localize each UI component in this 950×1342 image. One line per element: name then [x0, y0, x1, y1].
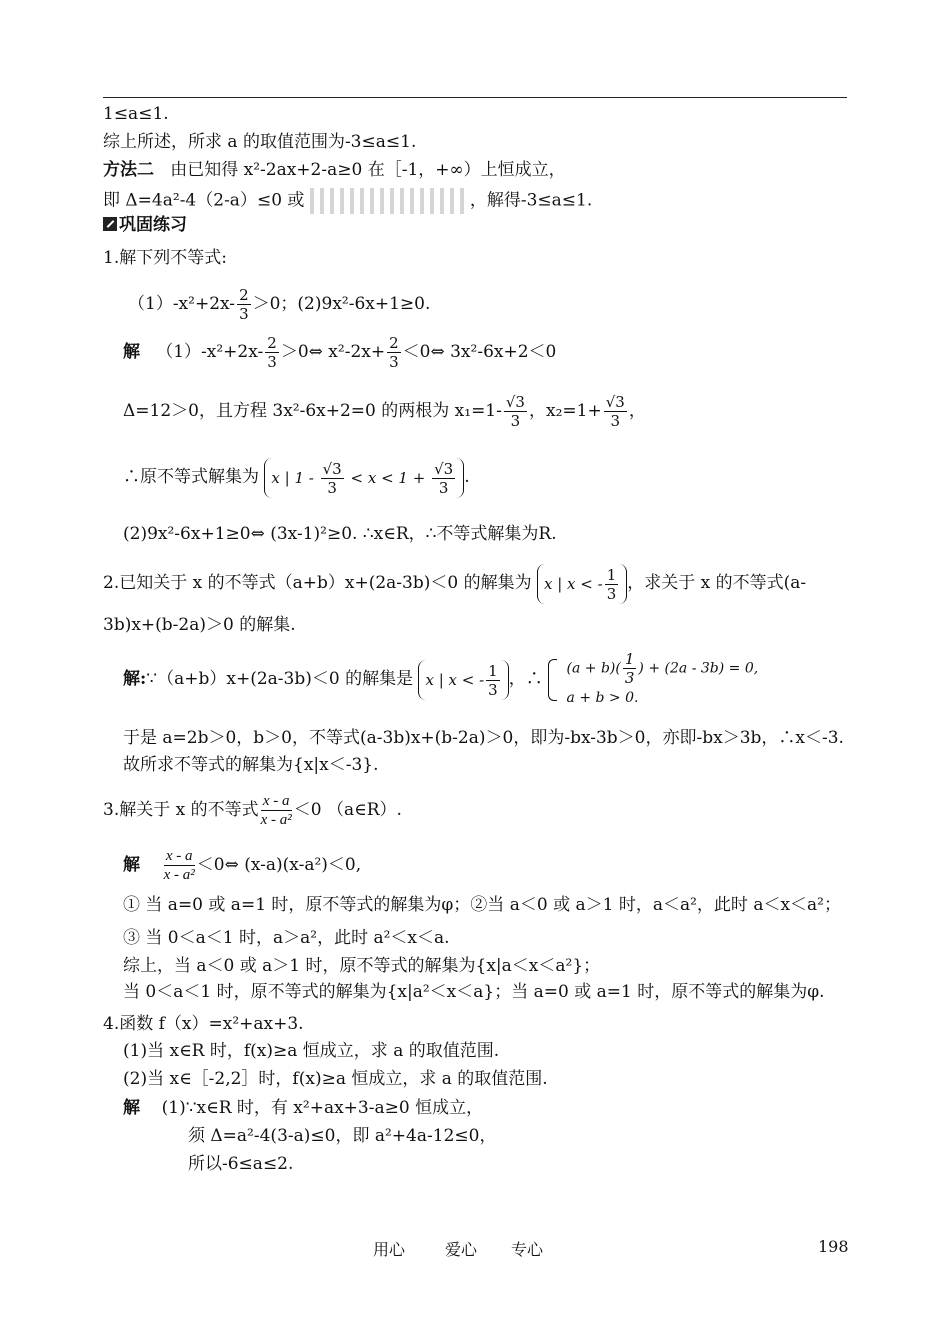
pencil-icon	[103, 217, 117, 231]
s2-text-a: Δ=12＞0，且方程 3x²-6x+2=0 的两根为 x₁=1-	[123, 401, 502, 421]
s1-text-c: ＜0⇔ 3x²-6x+2＜0	[402, 342, 557, 362]
fraction-1-3: $\frac{1}{3}$	[488, 662, 498, 699]
q2-text-b: ，求关于 x 的不等式(a-	[627, 573, 807, 593]
equation-system: (a + b)( $\frac{1}{3}$ ) + (2a - 3b) = 0, a + b > 0.	[566, 650, 759, 706]
footer-text-3: 专心	[511, 1240, 544, 1259]
given-solution-set: x | x < - $\frac{1}{3}$	[537, 564, 627, 604]
fraction-rational: $\frac{x - a}{\text{x - a²}}$	[260, 793, 292, 828]
q1-text-b: ＞0；(2)9x²-6x+1≥0.	[252, 294, 431, 314]
a3-text-a: ＜0⇔ (x-a)(x-a²)＜0,	[196, 855, 362, 875]
a2-text-a: ∵（a+b）x+(2a-3b)＜0 的解集是	[146, 669, 414, 689]
fraction-sqrt3-3: $\frac{√3}{3}$	[505, 393, 525, 430]
fraction-2-3: $\frac{2}{3}$	[239, 286, 249, 323]
delta-text: 即 Δ=4a²-4（2-a）≤0 或	[103, 190, 305, 211]
a3-line-4: 综上，当 a＜0 或 a＞1 时，原不等式的解集为{x|a＜x＜a²}；	[123, 956, 601, 976]
header-rule	[103, 97, 847, 98]
method-two-title: 方法二	[103, 160, 154, 180]
a2-line-2: 于是 a=2b＞0，b＞0，不等式(a-3b)x+(b-2a)＞0，即为-bx-3b＞0，亦即-bx＞3b，∴x＜-3.	[123, 728, 844, 748]
a4-line-1	[123, 1098, 483, 1118]
system-eq-1b: + (2a - 3b) = 0,	[648, 660, 759, 677]
method-two-line	[103, 160, 566, 180]
a4-text-a: (1)∵x∈R 时，有 x²+ax+3-a≥0 恒成立，	[161, 1098, 484, 1118]
q2-line-2: 3b)x+(b-2a)＞0 的解集.	[103, 615, 296, 635]
line-2: 综上所述，所求 a 的取值范围为-3≤a≤1.	[103, 132, 417, 152]
s2-text-c: ，	[628, 401, 646, 421]
q2-text-a: 2.已知关于 x 的不等式（a+b）x+(2a-3b)＜0 的解集为	[103, 573, 532, 593]
solution-label: 解	[123, 342, 140, 362]
q4-part2: (2)当 x∈［-2,2］时，f(x)≥a 恒成立，求 a 的取值范围.	[123, 1069, 548, 1089]
a2-line-3: 故所求不等式的解集为{x|x＜-3}.	[123, 755, 379, 775]
fraction-sqrt3-3: $\frac{√3}{3}$	[605, 393, 625, 430]
footer-text-1: 用心	[373, 1240, 406, 1259]
blurred-formula-image	[310, 188, 470, 214]
s3-line	[123, 457, 470, 498]
s1-text-a: （1）-x²+2x-	[156, 342, 264, 362]
delta-line	[103, 188, 592, 214]
q4-title: 4.函数 f（x）=x²+ax+3.	[103, 1014, 304, 1034]
q1-title: 1.解下列不等式:	[103, 248, 227, 268]
a3-line-3: ③ 当 0＜a＜1 时，a＞a²，此时 a²＜x＜a.	[123, 928, 450, 948]
fraction-sqrt3-3: $\frac{√3}{3}$	[322, 460, 342, 497]
section-heading	[103, 215, 187, 235]
s2-line	[123, 391, 646, 431]
q3-line	[103, 790, 402, 830]
fraction-1-3: $\frac{1}{3}$	[606, 566, 617, 603]
a4-line-2: 须 Δ=a²-4(3-a)≤0，即 a²+4a-12≤0，	[188, 1126, 497, 1146]
q2-line	[103, 563, 806, 604]
a3-line-2: ① 当 a=0 或 a=1 时，原不等式的解集为φ；②当 a＜0 或 a＞1 时，a＜a²，此时 a＜x＜a²；	[123, 895, 841, 915]
a2-text-b: ，∴	[508, 669, 543, 689]
s2-text-b: ，x₂=1+	[528, 401, 602, 421]
solution-set: x | x < - $\frac{1}{3}$	[418, 660, 508, 700]
a2-line	[123, 650, 758, 709]
s1-line	[123, 332, 556, 372]
solution-label: 解	[123, 855, 140, 875]
s1-text-b: ＞0⇔ x²-2x+	[280, 342, 386, 362]
s4-line: (2)9x²-6x+1≥0⇔ (3x-1)²≥0. ∴x∈R，∴不等式解集为R.	[123, 524, 557, 544]
fraction-1-3: $\frac{1}{3}$	[624, 650, 635, 687]
fraction-sqrt3-3: $\frac{√3}{3}$	[434, 460, 454, 497]
fraction-2-3: $\frac{2}{3}$	[389, 334, 399, 371]
q1-text-a: （1）-x²+2x-	[128, 294, 236, 314]
solution-set: x | 1 - $\frac{√3}{3}$ < x < 1 + $\frac{√3}{3}$	[264, 458, 464, 498]
a4-line-3: 所以-6≤a≤2.	[188, 1154, 294, 1174]
fraction-2-3: $\frac{2}{3}$	[267, 334, 277, 371]
a3-line-5: 当 0＜a＜1 时，原不等式的解集为{x|a²＜x＜a}；当 a=0 或 a=1 时，原不等式的解集为φ.	[123, 982, 825, 1002]
method-two-text: 由已知得 x²-2ax+2-a≥0 在［-1，+∞）上恒成立，	[170, 160, 566, 180]
solution-label: 解:	[123, 669, 147, 689]
s3-text: ∴原不等式解集为	[123, 467, 259, 487]
line-1: 1≤a≤1.	[103, 104, 169, 124]
fraction-rational: $\frac{x - a}{\text{x - a²}}$	[163, 848, 195, 883]
page-number: 198	[818, 1237, 849, 1256]
q1-item	[128, 284, 430, 324]
a3-line	[123, 845, 361, 885]
section-title: 巩固练习	[119, 215, 187, 235]
system-eq-1a: (a + b)	[566, 660, 616, 677]
system-eq-2: a + b > 0.	[566, 690, 639, 706]
q3-text-b: ＜0 （a∈R）.	[293, 800, 402, 820]
delta-result: ，解得-3≤a≤1.	[469, 190, 593, 211]
system-brace	[548, 659, 557, 701]
s3-period: .	[464, 467, 470, 487]
q3-text-a: 3.解关于 x 的不等式	[103, 800, 259, 820]
solution-label: 解	[123, 1098, 140, 1118]
footer-text-2: 爱心	[445, 1240, 478, 1259]
q4-part1: (1)当 x∈R 时，f(x)≥a 恒成立，求 a 的取值范围.	[123, 1041, 500, 1061]
